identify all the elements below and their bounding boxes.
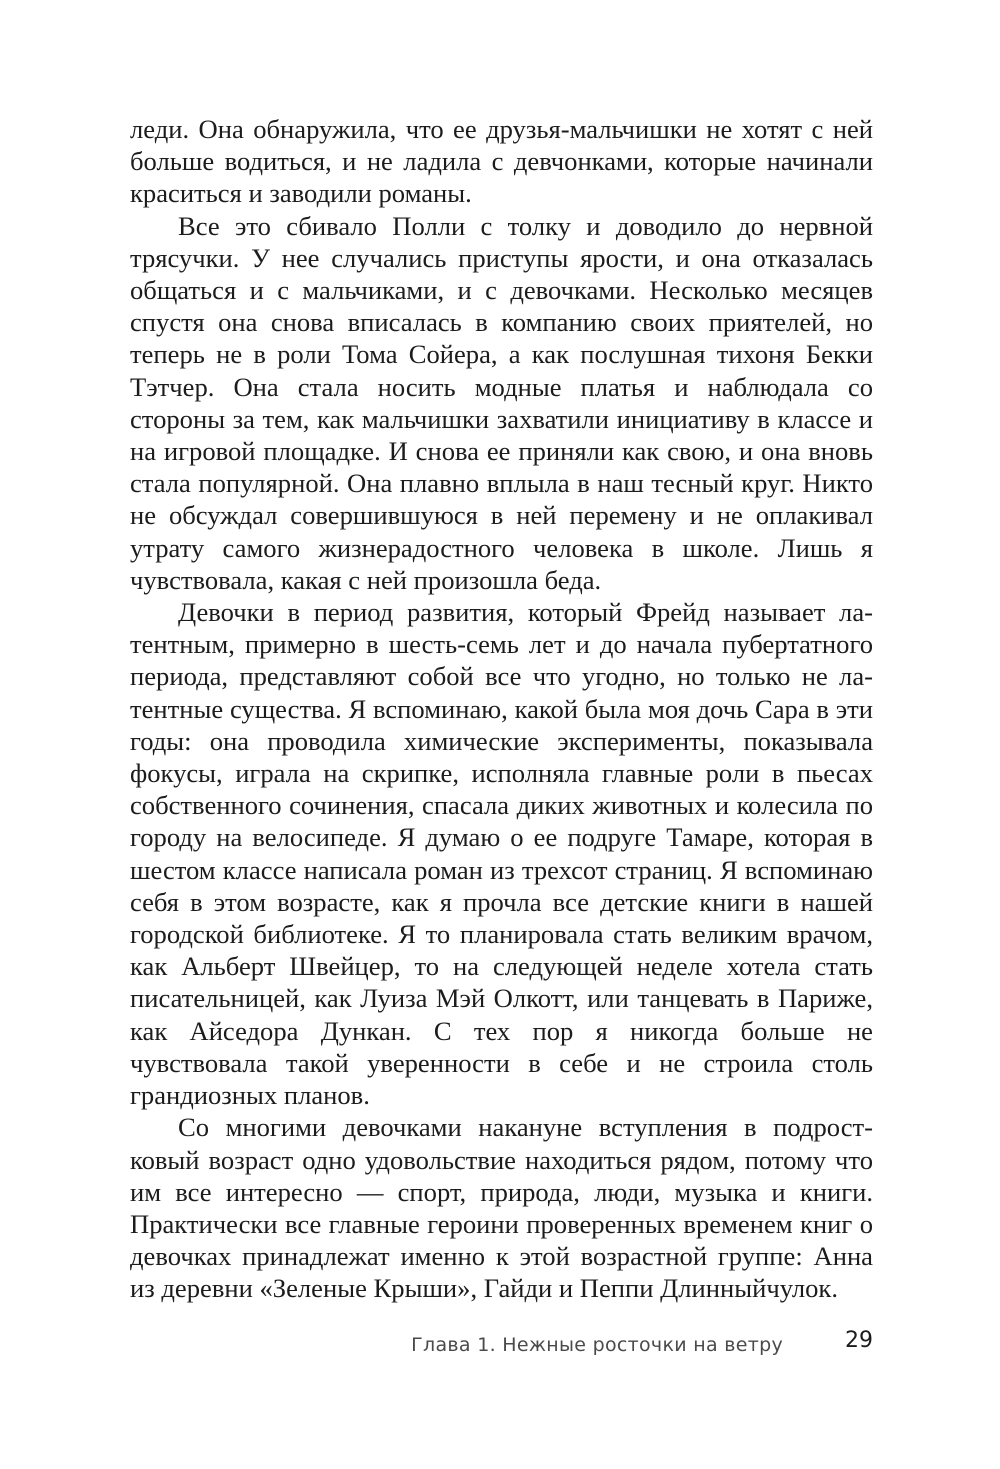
page-footer (130, 1328, 873, 1362)
paragraph-4: Со многими девочками накануне вступления в подростковый возраст одно удовольствие находиться рядом, потому что им все интересно — спорт, природа, люди, музыка и книги. Практически все главные героини проверенных временем книг о девочках принадлежат именно к этой возрастной группе: Анна из деревни «Зеленые Крыши», Гайди и Пеппи Длинныйчулок. (130, 1112, 873, 1304)
paragraph-3: Девочки в период развития, который Фрейд называет латентным, примерно в шесть-семь лет и до начала пубертатного периода, представляют собой все что угодно, но только не латентные существа. Я вспоминаю, какой была моя дочь Сара в эти годы: она проводила химические эксперименты, показывала фокусы, играла на скрипке, исполняла главные роли в пьесах собственного сочинения, спасала диких животных и колесила по городу на велосипеде. Я думаю о ее подруге Тамаре, которая в шестом классе написала роман из трехсот страниц. Я вспоминаю себя в этом возрасте, как я прочла все детские книги в нашей городской библиотеке. Я то планировала стать великим врачом, как Альберт Швейцер, то на следующей неделе хотела стать писательницей, как Луиза Мэй Олкотт, или танцевать в Париже, как Айседора Дункан. С тех пор я никогда больше не чувствовала такой уверенности в себе и не строила столь грандиозных планов. (130, 597, 873, 1111)
paragraph-2: Все это сбивало Полли с толку и доводило до нервной трясучки. У нее случались приступы ярости, и она отказалась общаться и с мальчиками, и с девочками. Несколько месяцев спустя она снова вписалась в компанию своих приятелей, но теперь не в роли Тома Сойера, а как послушная тихоня Бекки Тэтчер. Она стала носить модные платья и наблюдала со стороны за тем, как мальчишки захватили инициативу в классе и на игровой площадке. И снова ее приняли как свою, и она вновь стала популярной. Она плавно вплыла в наш тесный круг. Никто не обсуждал совершившуюся в ней перемену и не оплакивал утрату самого жизнерадостного человека в школе. Лишь я чувствовала, какая с ней произошла беда. (130, 210, 873, 595)
paragraph-1: леди. Она обнаружила, что ее друзья-мальчишки не хотят с ней больше водиться, и не ладила с девчонками, которые начинали краситься и заводили романы. (130, 114, 873, 209)
page-number: 29 (845, 1328, 873, 1353)
body-text (130, 113, 873, 1305)
running-head: Глава 1. Нежные росточки на ветру (411, 1334, 783, 1356)
